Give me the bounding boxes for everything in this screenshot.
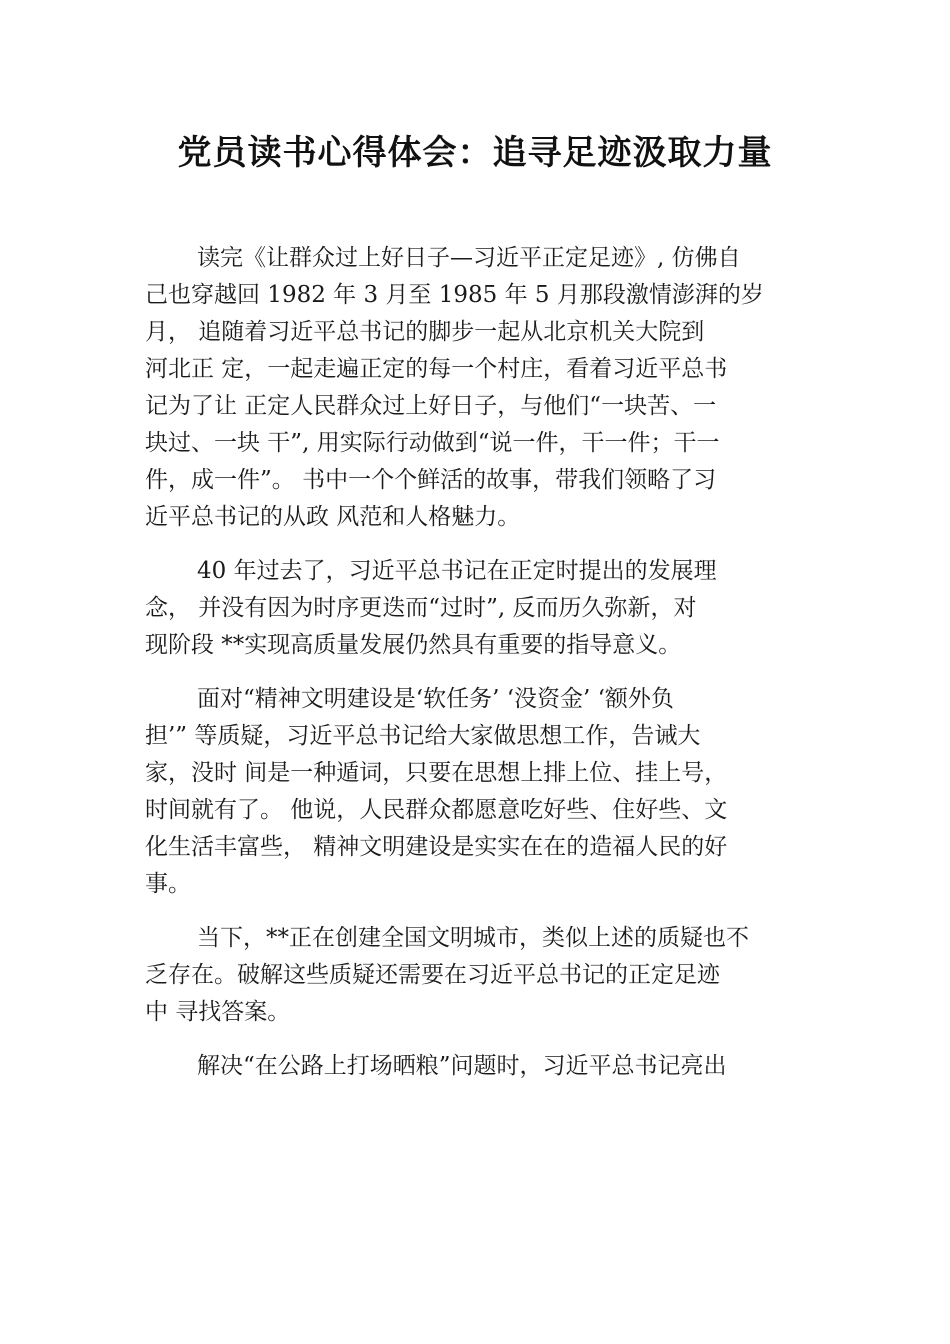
paragraph-5 — [145, 1048, 815, 1085]
text-line: 近平总书记的从政 风范和人格魅力。 — [145, 504, 521, 530]
text-line: 化生活丰富些， 精神文明建设是实实在在的造福人民的好 — [145, 834, 728, 860]
text-line: 河北正 定，一起走遍正定的每一个村庄，看着习近平总书 — [145, 356, 728, 382]
text-line: 当下，**正在创建全国文明城市，类似上述的质疑也不 — [197, 925, 749, 951]
text-line: 40 年过去了，习近平总书记在正定时提出的发展理 — [197, 558, 717, 584]
text-line: 记为了让 正定人民群众过上好日子，与他们“一块苦、一 — [145, 393, 717, 419]
document-title: 党员读书心得体会：追寻足迹汲取力量 — [177, 133, 773, 173]
paragraph-1 — [145, 240, 815, 536]
text-line: 时间就有了。 他说，人民群众都愿意吃好些、住好些、文 — [145, 797, 728, 823]
text-line: 家，没时 间是一种遁词，只要在思想上排上位、挂上号， — [145, 760, 728, 786]
text-line: 事。 — [145, 871, 191, 897]
paragraph-3 — [145, 681, 815, 903]
text-line: 解决“在公路上打场晒粮”问题时，习近平总书记亮出 — [197, 1053, 727, 1079]
text-line: 件，成一件”。 书中一个个鲜活的故事，带我们领略了习 — [145, 467, 717, 493]
text-line: 乏存在。破解这些质疑还需要在习近平总书记的正定足迹 — [145, 962, 720, 988]
text-line: 己也穿越回 1982 年 3 月至 1985 年 5 月那段激情澎湃的岁 — [145, 282, 764, 308]
text-line: 块过、一块 干”, 用实际行动做到“说一件，干一件；干一 — [145, 430, 720, 456]
paragraph-2 — [145, 553, 815, 664]
text-line: 担’” 等质疑，习近平总书记给大家做思想工作，告诫大 — [145, 723, 701, 749]
text-line: 现阶段 **实现高质量发展仍然具有重要的指导意义。 — [145, 632, 682, 658]
paragraph-4 — [145, 920, 815, 1031]
document-body — [145, 240, 815, 1102]
text-line: 读完《让群众过上好日子—习近平正定足迹》, 仿佛自 — [197, 245, 741, 271]
text-line: 面对“精神文明建设是‘软任务’ ‘没资金’ ‘额外负 — [197, 686, 674, 712]
text-line: 月， 追随着习近平总书记的脚步一起从北京机关大院到 — [145, 319, 705, 345]
text-line: 中 寻找答案。 — [145, 999, 291, 1025]
text-line: 念， 并没有因为时序更迭而“过时”, 反而历久弥新，对 — [145, 595, 697, 621]
